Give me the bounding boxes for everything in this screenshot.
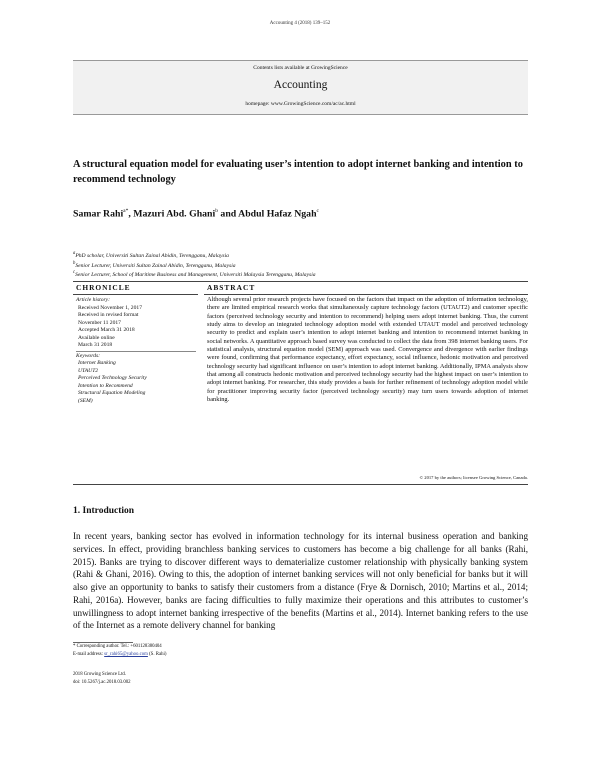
- affiliation: [73, 270, 316, 278]
- journal-reference: Accounting 4 (2018) 139–152: [269, 21, 331, 26]
- journal-homepage[interactable]: homepage: www.GrowingScience.com/ac/ac.html: [245, 101, 356, 107]
- section-heading: 1. Introduction: [73, 506, 135, 516]
- chronicle-rule: [73, 294, 198, 295]
- bottom-rule: [73, 484, 528, 485]
- author-name: Samar Rahi: [73, 208, 124, 220]
- contents-line: Contents lists available at GrowingScience: [253, 65, 348, 71]
- abstract-heading: ABSTRACT: [207, 283, 256, 292]
- chronicle-heading: CHRONICLE: [76, 283, 131, 292]
- corresponding-author: * Corresponding author. Tel.: +60112838040​4: [73, 644, 162, 649]
- affiliation-text: PhD scholar, Universiti Sultan Zainal Abidin, Terengganu, Malaysia: [75, 252, 229, 259]
- email-line: [73, 652, 166, 657]
- top-rule: [73, 281, 528, 282]
- affiliation-sup: c: [73, 270, 76, 275]
- affiliation-sup: a: [73, 251, 76, 256]
- publisher-line: 2018 Growing Science Ltd.: [73, 672, 127, 677]
- affiliation-text: Senior Lecturer, Universiti Sultan Zainal Abidin, Terengganu, Malaysia: [75, 262, 236, 269]
- author-sup: c: [316, 208, 319, 214]
- article-chronicle: [76, 297, 196, 405]
- keyword: UTAUT2: [78, 367, 99, 374]
- footnote-rule: [73, 642, 133, 643]
- email-label: E-mail address:: [73, 652, 105, 657]
- affiliation: [73, 251, 229, 259]
- history-item: November 11 2017: [78, 319, 121, 326]
- chronicle-divider: [76, 351, 196, 352]
- journal-name: Accounting: [273, 79, 328, 91]
- abstract-text: Although several prior research projects have focused on the factors that impact on the adoption of information technology, there are limited empirical research works that simultaneously capture technology factors (UTAUT2) and customer specific factors (perceived technology security and intention to recommend) helping users adopt internet banking. Thus, the current study aims to develop an integrated technology adoption model with extended UTAUT model and perceived technology security to predict and explain user’s intention to adopt internet banking and intention to recommend internet banking in social networks. A quantitative approach based survey was conducted to collect the data from 398 internet banking users. For statistical analysis, structural equation model (SEM) approach was used. Convergence and divergence with earlier findings were found, confirming that performance expectancy, effort expectancy, social influence, hedonic motivation and perceived technology security had significant influence on user’s intention to adopt internet banking. Additionally, IPMA analysis show that among all constructs hedonic motivation and perceived technology security had the highest impact on user’s intention to adopt internet banking. For researcher, this study provides a basis for further refinement of technology adoption model while for practitioner improving security factor (perceived technology security) may turn users towards adoption of internet banking.: [207, 296, 528, 404]
- author-name: Mazuri Abd. Ghani: [133, 208, 216, 220]
- email-link[interactable]: sr_rahi65@yahoo.com: [104, 652, 148, 657]
- keyword: Perceived Technology Security: [78, 375, 147, 381]
- keywords-label: Keywords:: [76, 352, 101, 359]
- keyword: Internet Banking: [78, 360, 116, 366]
- affiliation-sup: b: [73, 261, 76, 266]
- author-name: Abdul Hafaz Ngah: [238, 208, 317, 220]
- keyword: Intention to Recommend: [78, 382, 133, 389]
- affiliation-text: Senior Lecturer, School of Maritime Business and Management, Universiti Malaysia Terengganu, Malaysia: [75, 271, 316, 278]
- introduction-text: In recent years, banking sector has evolved in information technology for its internal business operation and banking services. In effect, providing branchless banking services to customers has become a big challenge for all banks (Rahi, 2015). Banks are trying to discover different ways to dematerialize customer relationship with physically banking system (Rahi & Ghani, 2016). Owing to this, the adoption of internet banking services will not only beneficial for banks but it will also give an opportunity to banks to satisfy their customers from a distance (Frye & Dornisch, 2010; Martins et al., 2014; Rahi, 2016a). However, banks are facing difficulties to fully maximize their operations and this attributes to customer’s unwillingness to adopt internet banking irrespective of the benefits (Martins et al., 2014). Internet banking refers to the use of the Internet as a remote delivery channel for banking: [73, 531, 528, 631]
- history-label: Article history:: [76, 297, 111, 303]
- history-item: Received November 1, 2017: [78, 304, 142, 311]
- author-sup: b: [215, 208, 218, 214]
- author-list: [73, 208, 319, 219]
- history-item: March 31 2018: [78, 342, 113, 348]
- abstract-rule: [204, 294, 528, 295]
- history-item: Available online: [78, 334, 115, 341]
- keyword: Structural Equation Modeling: [78, 390, 146, 396]
- author-sep: ,: [128, 208, 134, 220]
- doi-line[interactable]: doi: 10.5267/j.ac.2018.03.002: [73, 680, 131, 685]
- journal-header: [73, 60, 528, 115]
- history-item: Received in revised format: [78, 312, 139, 318]
- email-suffix: (S. Rahi): [147, 652, 167, 657]
- copyright: © 2017 by the authors; licensee Growing Science, Canada.: [419, 475, 528, 480]
- author-sep: and: [217, 208, 239, 220]
- history-item: Accepted March 31 2018: [78, 327, 135, 333]
- paper-title: A structural equation model for evaluating user’s intention to adopt internet banking and intention to recommend technology: [73, 159, 523, 185]
- keyword: (SEM): [78, 397, 93, 404]
- affiliation: [73, 261, 236, 269]
- author-sup: a*: [123, 208, 129, 214]
